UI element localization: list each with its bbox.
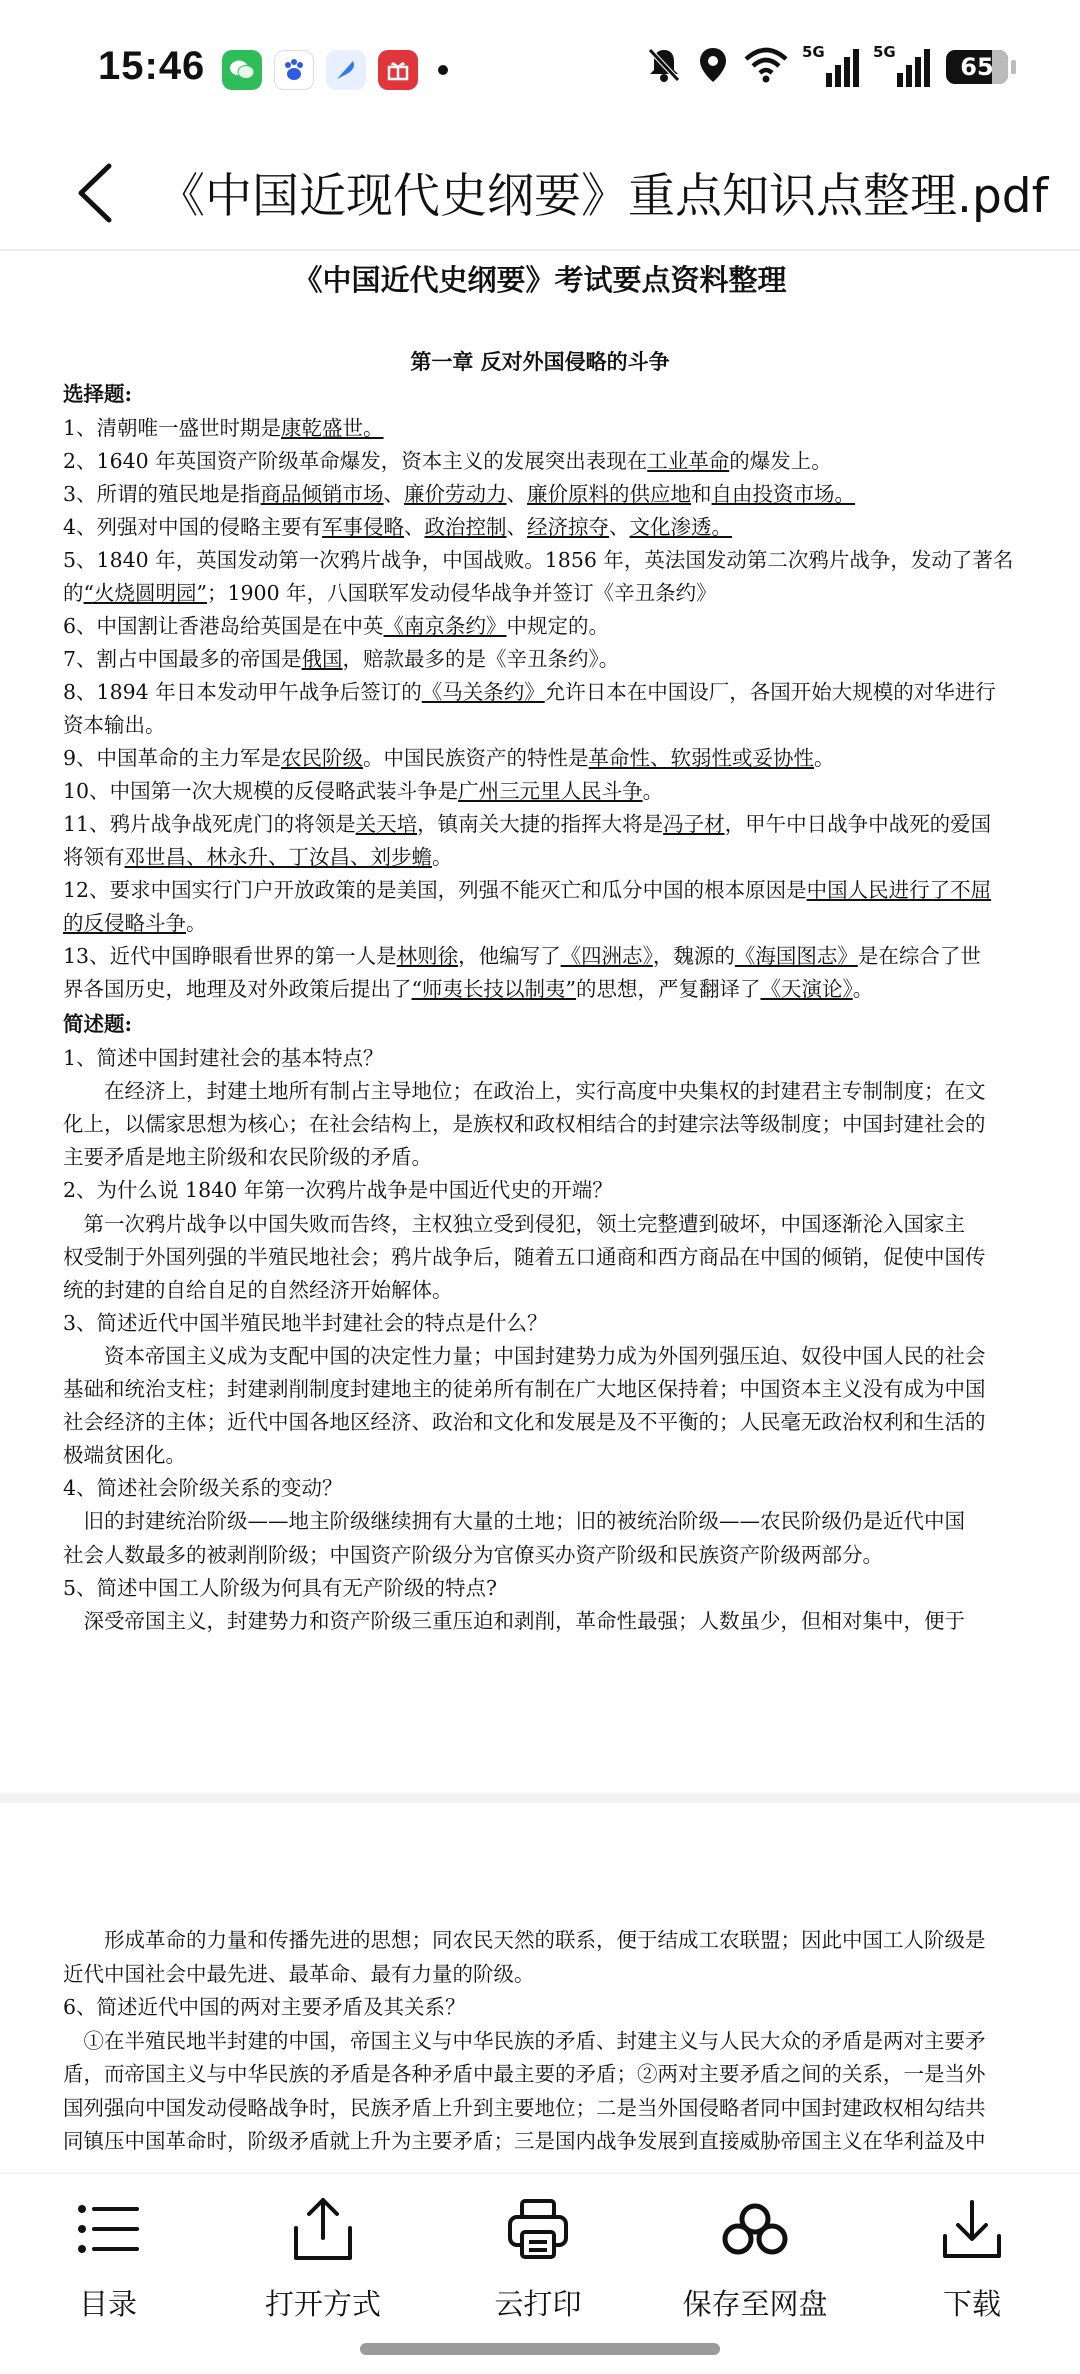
- gift-app-icon: [378, 50, 418, 90]
- text-run: 、: [609, 515, 630, 539]
- choice-line: [63, 972, 873, 1006]
- wechat-icon: [222, 50, 262, 90]
- status-time: 15:46: [98, 44, 206, 88]
- text-run: 5、简述中国工人阶级为何具有无产阶级的特点?: [63, 1575, 498, 1600]
- list-icon: [73, 2194, 143, 2264]
- text-run: 、: [506, 515, 528, 539]
- choice-line: [63, 510, 732, 544]
- short-answer-line: [63, 1504, 965, 1538]
- page2-line: [63, 1990, 466, 2024]
- text-run: ，甲午中日战争中战死的爱国: [724, 812, 992, 836]
- text-run: 。: [186, 911, 207, 935]
- choice-line: [63, 741, 835, 775]
- choice-line: [63, 906, 207, 940]
- text-run: ，他编写了: [458, 944, 561, 968]
- choice-line: [63, 708, 166, 742]
- text-run: 允许日本在中国设厂，各国开始大规模的对华进行: [544, 680, 996, 704]
- text-run: 。: [852, 977, 874, 1001]
- cloud-print-button[interactable]: [443, 2194, 633, 2334]
- short-answer-line: [63, 1538, 883, 1572]
- cloud-disk-icon: [720, 2194, 790, 2264]
- chapter-heading: 第一章 反对外国侵略的斗争: [410, 349, 670, 374]
- text-run: 、: [383, 482, 405, 506]
- short-answer-line: [63, 1405, 986, 1439]
- short-answer-line: [63, 1438, 186, 1472]
- page2-line: [63, 1957, 535, 1991]
- page2-line: [63, 2024, 986, 2058]
- pdf-doc-title: 《中国近代史纲要》考试要点资料整理: [293, 263, 787, 297]
- choice-line: [63, 840, 453, 874]
- highlighted-term: 的反侵略斗争: [63, 911, 186, 935]
- text-run: 国列强向中国发动侵略战争时，民族矛盾上升到主要地位；二是当外国侵略者同中国封建政权相勾结共: [63, 2095, 986, 2120]
- highlighted-term: “火烧圆明园”: [83, 581, 207, 605]
- highlighted-term: 《天演论》: [760, 977, 853, 1001]
- highlighted-term: 农民阶级: [281, 746, 364, 770]
- text-run: 权受制于外国列强的半殖民地社会；鸦片战争后，随着五口通商和西方商品在中国的倾销，促使中国传: [63, 1244, 986, 1269]
- highlighted-term: 文化渗透。: [629, 515, 733, 539]
- text-run: 是在综合了世: [857, 944, 981, 968]
- text-run: ，赔款最多的是《辛丑条约》。: [342, 647, 620, 671]
- text-run: 社会人数最多的被剥削阶级；中国资产阶级分为官僚买办资产阶级和民族资产阶级两部分。: [63, 1542, 883, 1567]
- network-label-2: 5G: [873, 43, 896, 61]
- catalog-button[interactable]: [13, 2194, 203, 2334]
- choice-line: [63, 873, 991, 907]
- text-run: 界各国历史，地理及对外政策后提出了: [63, 977, 412, 1001]
- highlighted-term: 廉价劳动力: [404, 482, 507, 506]
- text-run: 。: [814, 746, 835, 770]
- text-run: 的爆发上。: [729, 449, 832, 473]
- text-run: ；1900 年，八国联军发动侵华战争并签订《辛丑条约》: [206, 581, 717, 605]
- text-run: 在经济上，封建土地所有制占主导地位；在政治上，实行高度中央集权的封建君主专制制度；在文: [63, 1079, 986, 1104]
- text-run: 11、鸦片战争战死虎门的将领是: [63, 812, 356, 836]
- status-bar: [0, 0, 1080, 135]
- short-answer-line: [63, 1074, 986, 1108]
- mute-icon: [646, 46, 682, 88]
- text-run: 中规定的。: [506, 614, 610, 638]
- back-arrow-icon: [75, 162, 115, 224]
- feather-app-icon: [326, 50, 366, 90]
- text-run: 1、清朝唯一盛世时期是: [63, 416, 282, 440]
- text-run: 7、割占中国最多的帝国是: [63, 647, 302, 671]
- highlighted-term: 俄国: [301, 647, 343, 671]
- short-answer-line: [63, 1041, 384, 1075]
- section-heading-choice: 选择题:: [63, 382, 133, 406]
- system-status: [646, 43, 1008, 88]
- text-run: 8、1894 年日本发动甲午战争后签订的: [63, 680, 422, 704]
- text-run: 6、中国割让香港岛给英国是在中英: [63, 614, 384, 638]
- title-bar: [0, 135, 1080, 251]
- text-run: ，魏源的: [652, 944, 735, 968]
- page-separator: [0, 1793, 1080, 1803]
- text-run: 和: [691, 482, 712, 506]
- highlighted-term: 廉价原料的供应地: [527, 482, 692, 506]
- choice-line: [63, 576, 717, 610]
- text-run: 主要矛盾是地主阶级和农民阶级的矛盾。: [63, 1145, 432, 1170]
- short-answer-line: [63, 1604, 965, 1638]
- choice-line: [63, 675, 996, 709]
- text-run: 第一次鸦片战争以中国失败而告终，主权独立受到侵犯，领土完整遭到破坏，中国逐渐沦入国家主: [63, 1211, 965, 1236]
- wifi-icon: [744, 47, 788, 87]
- document-title: 《中国近现代史纲要》重点知识点整理.pdf: [158, 169, 1049, 224]
- battery-level: 65: [960, 53, 994, 81]
- battery-icon: [946, 50, 1008, 84]
- text-run: 4、列强对中国的侵略主要有: [63, 515, 323, 539]
- save-to-disk-button[interactable]: [660, 2194, 850, 2334]
- choice-line: [63, 939, 981, 973]
- text-run: 基础和统治支柱；封建剥削制度封建地主的徒弟所有制在广大地区保持着；中国资本主义没有成为中国: [63, 1377, 986, 1401]
- short-answer-line: [63, 1339, 986, 1373]
- section-heading-short: 简述题:: [63, 1012, 133, 1036]
- highlighted-term: 军事侵略: [322, 515, 405, 539]
- choice-line: [63, 411, 384, 445]
- text-run: 2、1640 年英国资产阶级革命爆发，资本主义的发展突出表现在: [63, 449, 648, 473]
- text-run: 的: [63, 581, 84, 605]
- highlighted-term: 邓世昌、林永升、丁汝昌、刘步蟾: [124, 845, 432, 869]
- baidu-icon: [274, 50, 314, 90]
- highlighted-term: 革命性、软弱性或妥协性: [588, 746, 815, 770]
- highlighted-term: 广州三元里人民斗争: [458, 779, 643, 803]
- text-run: 10、中国第一次大规模的反侵略武装斗争是: [63, 779, 459, 803]
- short-answer-line: [63, 1306, 548, 1340]
- text-run: 化上，以儒家思想为核心；在社会结构上，是族权和政权相结合的封建宗法等级制度；中国封建社会的: [63, 1112, 986, 1137]
- text-run: 3、所谓的殖民地是指: [63, 482, 261, 506]
- download-label: 下载: [942, 2287, 1001, 2321]
- short-answer-line: [63, 1372, 986, 1406]
- highlighted-term: “师夷长技以制夷”: [411, 977, 576, 1001]
- short-answer-line: [63, 1240, 986, 1274]
- page2-line: [63, 2057, 986, 2091]
- signal-5g-1-icon: [802, 43, 859, 87]
- highlighted-term: 《南京条约》: [383, 614, 507, 638]
- text-run: 将领有: [63, 845, 125, 869]
- short-answer-line: [63, 1571, 497, 1605]
- text-run: 旧的封建统治阶级——地主阶级继续拥有大量的土地；旧的被统治阶级——农民阶级仍是近代中国: [63, 1509, 965, 1534]
- highlighted-term: 关天培: [355, 812, 418, 836]
- choice-line: [63, 609, 609, 643]
- text-run: 13、近代中国睁眼看世界的第一人是: [63, 944, 397, 968]
- page2-line: [63, 1923, 986, 1957]
- highlighted-term: 经济掠夺: [527, 515, 610, 539]
- text-run: 9、中国革命的主力军是: [63, 746, 282, 770]
- short-answer-line: [63, 1273, 453, 1307]
- location-icon: [698, 46, 728, 88]
- choice-line: [63, 774, 663, 808]
- text-run: 。: [432, 845, 453, 869]
- signal-5g-2-icon: [873, 43, 930, 87]
- text-run: 深受帝国主义，封建势力和资产阶级三重压迫和剥削，革命性最强；人数虽少，但相对集中，便于: [63, 1608, 965, 1633]
- download-icon: [937, 2194, 1007, 2264]
- more-notifications-dot: [438, 65, 448, 75]
- highlighted-term: 《四洲志》: [560, 944, 653, 968]
- pdf-page-1[interactable]: [0, 253, 1080, 1793]
- highlighted-term: 《海国图志》: [734, 944, 858, 968]
- short-answer-line: [63, 1140, 432, 1174]
- text-run: 3、简述近代中国半殖民地半封建社会的特点是什么？: [63, 1310, 548, 1335]
- choice-line: [63, 444, 832, 478]
- text-run: 4、简述社会阶级关系的变动？: [63, 1476, 343, 1501]
- text-run: 资本输出。: [63, 713, 166, 737]
- text-run: 形成革命的力量和传播先进的思想；同农民天然的联系，便于结成工农联盟；因此中国工人阶级是: [63, 1928, 986, 1952]
- highlighted-term: 政治控制: [424, 515, 507, 539]
- highlighted-term: 工业革命: [647, 449, 730, 473]
- text-run: 近代中国社会中最先进、最革命、最有力量的阶级。: [63, 1961, 535, 1986]
- text-run: 。: [642, 779, 664, 803]
- text-run: 2、为什么说 1840 年第一次鸦片战争是中国近代史的开端？: [63, 1178, 613, 1203]
- choice-line: [63, 543, 1013, 577]
- pdf-page-2[interactable]: [0, 1803, 1080, 2173]
- choice-line: [63, 807, 991, 841]
- short-answer-line: [63, 1471, 343, 1505]
- choice-line: [63, 642, 619, 676]
- short-answer-line: [63, 1207, 965, 1241]
- catalog-label: 目录: [78, 2287, 137, 2321]
- save-to-disk-label: 保存至网盘: [682, 2287, 828, 2321]
- text-run: 资本帝国主义成为支配中国的决定性力量；中国封建势力成为外国列强压迫、奴役中国人民的社会: [63, 1343, 986, 1368]
- highlighted-term: 林则徐: [396, 944, 459, 968]
- text-run: ①在半殖民地半封建的中国，帝国主义与中华民族的矛盾、封建主义与人民大众的矛盾是两对主要矛: [63, 2028, 986, 2053]
- text-run: 、: [506, 482, 528, 506]
- text-run: 同镇压中国革命时，阶级矛盾就上升为主要矛盾；三是国内战争发展到直接威胁帝国主义在华利益及中: [63, 2129, 986, 2153]
- printer-icon: [503, 2194, 573, 2264]
- home-indicator[interactable]: [360, 2343, 720, 2355]
- highlighted-term: 康乾盛世。: [281, 416, 384, 440]
- highlighted-term: 冯子材: [663, 812, 725, 836]
- text-run: 极端贫困化。: [63, 1443, 186, 1468]
- highlighted-term: 自由投资市场。: [711, 482, 856, 506]
- open-with-label: 打开方式: [264, 2287, 381, 2321]
- page2-line: [63, 2124, 986, 2158]
- highlighted-term: 《马关条约》: [421, 680, 545, 704]
- network-label-1: 5G: [802, 43, 825, 61]
- page2-line: [63, 2091, 986, 2125]
- text-run: 6、简述近代中国的两对主要矛盾及其关系？: [63, 1995, 466, 2019]
- highlighted-term: 中国人民进行了不屈: [806, 878, 992, 902]
- back-button[interactable]: [60, 155, 130, 231]
- short-answer-line: [63, 1107, 986, 1141]
- text-run: 。中国民族资产的特性是: [363, 746, 589, 770]
- short-answer-line: [63, 1173, 613, 1207]
- text-run: 、: [404, 515, 425, 539]
- text-run: 1、简述中国封建社会的基本特点？: [63, 1046, 384, 1070]
- share-icon: [288, 2194, 358, 2264]
- download-button[interactable]: [877, 2194, 1067, 2334]
- text-run: 的思想，严复翻译了: [575, 977, 761, 1001]
- text-run: 社会经济的主体；近代中国各地区经济、政治和文化和发展是及不平衡的；人民毫无政治权利和生活的: [63, 1410, 986, 1435]
- choice-line: [63, 477, 855, 511]
- highlighted-term: 商品倾销市场: [260, 482, 384, 506]
- text-run: 统的封建的自给自足的自然经济开始解体。: [63, 1277, 453, 1302]
- cloud-print-label: 云打印: [494, 2287, 582, 2321]
- text-run: 12、要求中国实行门户开放政策的是美国，列强不能灭亡和瓜分中国的根本原因是: [63, 878, 807, 902]
- text-run: 5、1840 年，英国发动第一次鸦片战争，中国战败。1856 年，英法国发动第二次鸦片战争，发动了著名: [63, 548, 1014, 572]
- notification-icons: [222, 50, 448, 90]
- text-run: 盾，而帝国主义与中华民族的矛盾是各种矛盾中最主要的矛盾；②两对主要矛盾之间的关系，一是当外: [63, 2062, 986, 2086]
- open-with-button[interactable]: [228, 2194, 418, 2334]
- text-run: ，镇南关大捷的指挥大将是: [417, 812, 664, 836]
